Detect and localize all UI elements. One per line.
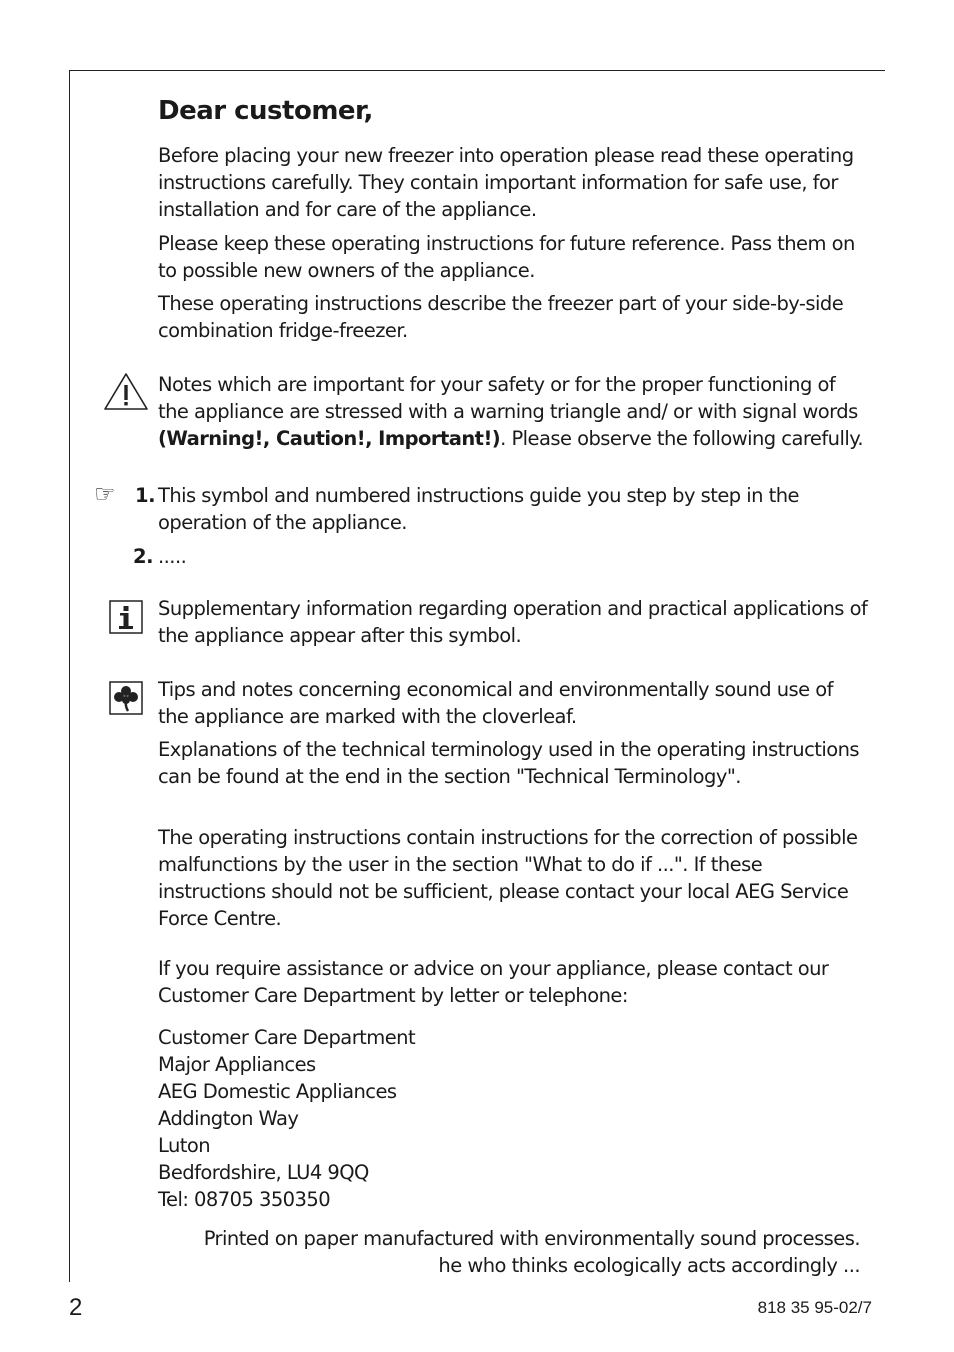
address-line: Addington Way	[158, 1107, 299, 1130]
malfunctions-paragraph: The operating instructions contain instructions for the correction of possible malfunctions by the user in the section "What to do if ...". If these instructions should not be sufficient, please contact your local AEG Service Force Centre.	[158, 826, 858, 930]
top-rule	[69, 70, 885, 71]
assistance-paragraph: If you require assistance or advice on your appliance, please contact our Customer Care Department by letter or telephone:	[158, 957, 829, 1007]
step-1-text: This symbol and numbered instructions guide you step by step in the operation of the appliance.	[158, 484, 799, 534]
warning-paragraph	[158, 371, 868, 452]
eco-note-line-1: Printed on paper manufactured with environmentally sound processes.	[203, 1227, 860, 1250]
left-rule	[69, 70, 70, 1282]
page-number: 2	[69, 1294, 83, 1321]
address-line: AEG Domestic Appliances	[158, 1080, 397, 1103]
intro-paragraph-2: Please keep these operating instructions for future reference. Pass them on to possible new owners of the appliance.	[158, 232, 855, 282]
warning-text-before: Notes which are important for your safety or for the proper functioning of the appliance are stressed with a warning triangle and/ or with signal words	[158, 373, 858, 423]
info-icon	[109, 600, 143, 638]
address-line: Luton	[158, 1134, 211, 1157]
address-line: Major Appliances	[158, 1053, 316, 1076]
eco-note	[158, 1225, 860, 1279]
info-paragraph: Supplementary information regarding operation and practical applications of the appliance appear after this symbol.	[158, 597, 868, 647]
address-line: Customer Care Department	[158, 1026, 416, 1049]
signal-words: (Warning!, Caution!, Important!)	[158, 427, 501, 450]
document-code: 818 35 95-02/7	[757, 1298, 872, 1317]
intro-paragraph-1: Before placing your new freezer into operation please read these operating instructions carefully. They contain important information for safe use, for installation and for care of the appliance.	[158, 144, 854, 221]
terminology-paragraph: Explanations of the technical terminology used in the operating instructions can be found at the end in the section "Technical Terminology".	[158, 738, 860, 788]
warning-triangle-icon	[103, 372, 149, 416]
step-2-text: .....	[158, 545, 187, 568]
page-title: Dear customer,	[158, 96, 373, 126]
warning-text-after: . Please observe the following carefully.	[500, 427, 864, 450]
pointing-hand-icon: ☞	[94, 480, 116, 508]
intro-paragraph-3: These operating instructions describe the freezer part of your side-by-side combination fridge-freezer.	[158, 292, 844, 342]
address-block	[158, 1024, 868, 1213]
step-2-number: 2.	[133, 545, 154, 568]
address-line: Bedfordshire, LU4 9QQ	[158, 1161, 369, 1184]
cloverleaf-icon	[109, 681, 143, 719]
telephone-line: Tel: 08705 350350	[158, 1188, 331, 1211]
step-1-number: 1.	[135, 484, 156, 507]
eco-tip-paragraph: Tips and notes concerning economical and environmentally sound use of the appliance are marked with the cloverleaf.	[158, 678, 833, 728]
eco-note-line-2: he who thinks ecologically acts accordingly ...	[438, 1254, 860, 1277]
